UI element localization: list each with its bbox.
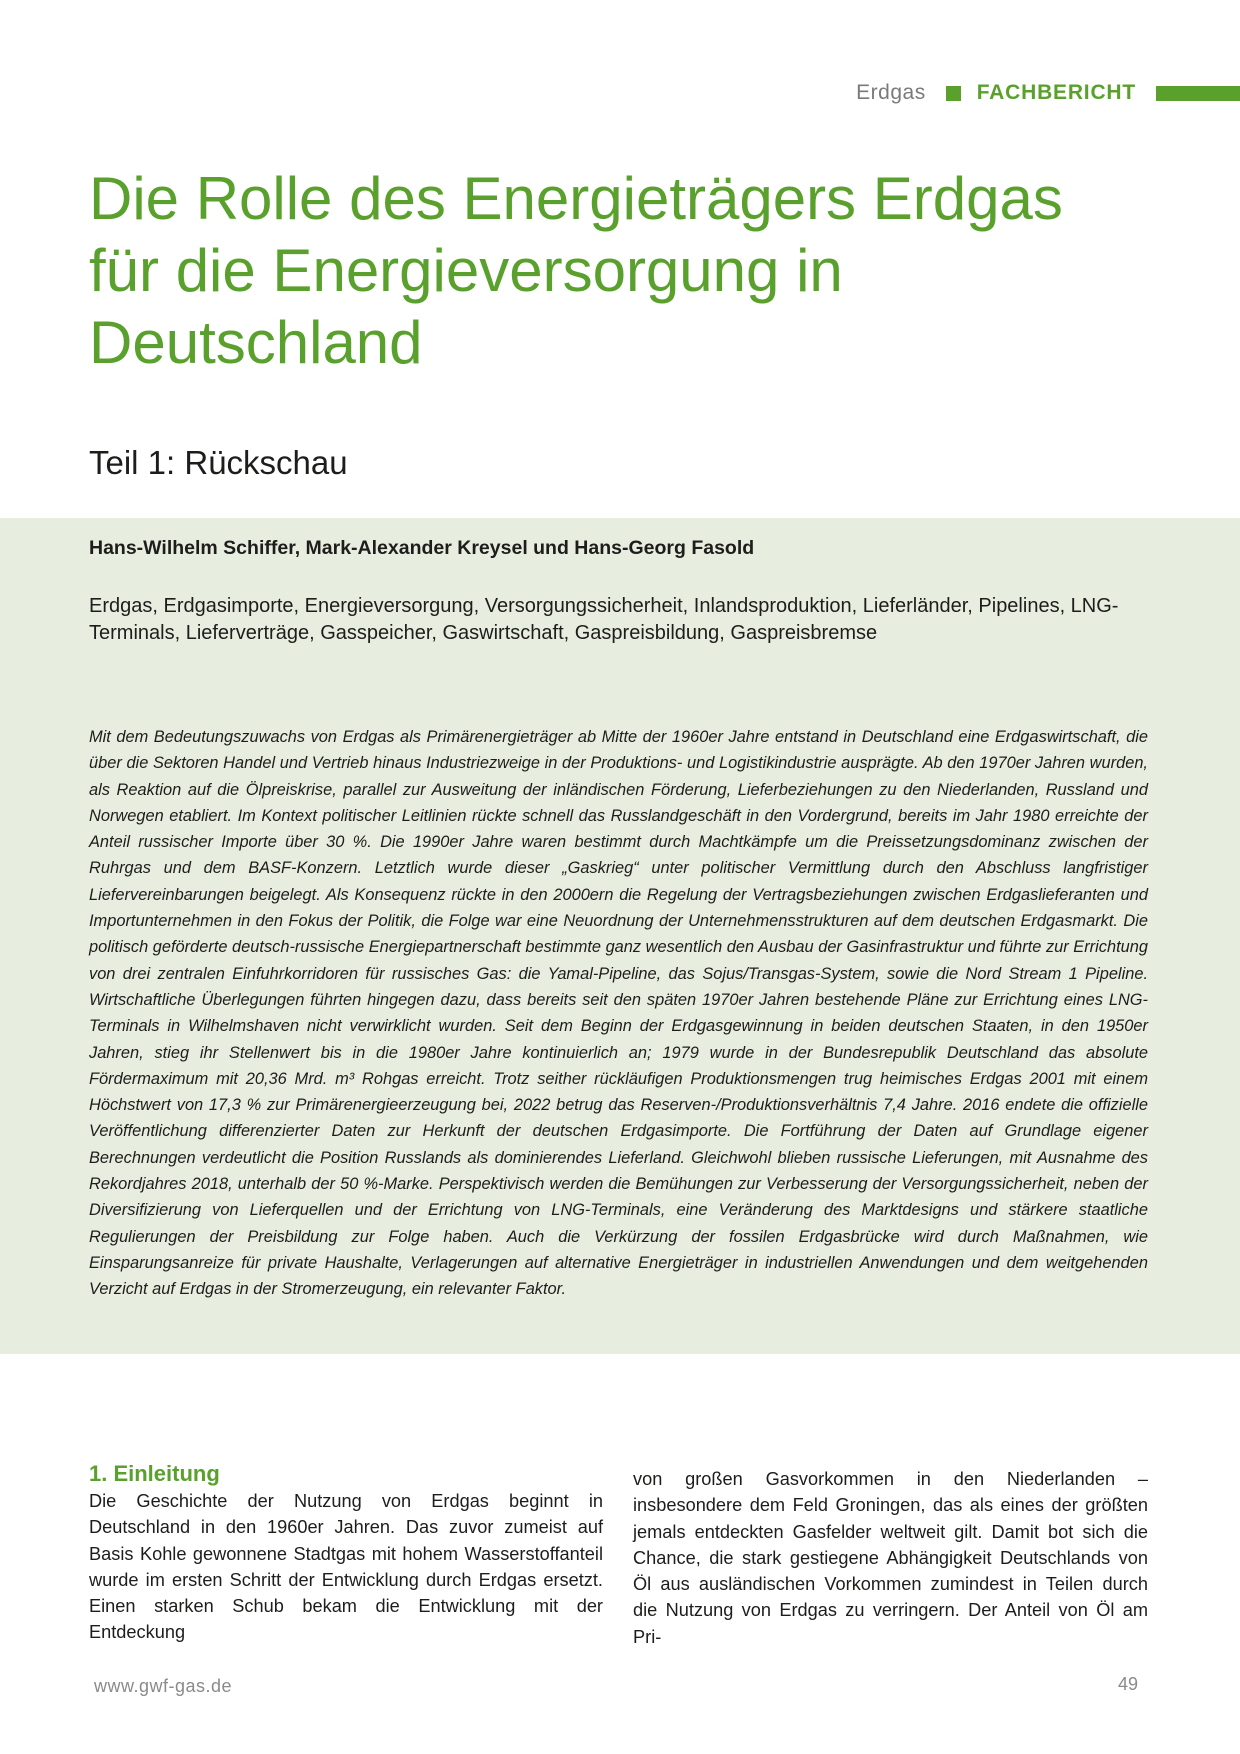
body-column-right: [633, 1466, 1148, 1650]
section-label: Erdgas: [856, 81, 926, 104]
page-number: 49: [1118, 1674, 1139, 1694]
footer-website-url: www.gwf-gas.de: [94, 1676, 233, 1696]
header-accent-bar: [1156, 86, 1240, 101]
abstract-text: Mit dem Bedeutungszuwachs von Erdgas als Primärenergieträger ab Mitte der 1960er Jahre entstand in Deutschland eine Erdgaswirtschaft, die über die Sektoren Handel und Vertrieb hinaus Industriezweige in der Produktions- und Logistikindustrie ausprägte. Ab den 1970er Jahren wurden, als Reaktion auf die Ölpreiskrise, parallel zur Ausweitung der inländischen Förderung, Lieferbeziehungen zu den Niederlanden, Russland und Norwegen etabliert. Im Kontext politischer Leitlinien rückte schnell das Russlandgeschäft in den Vordergrund, bereits im Jahr 1980 erreichte der Anteil russischer Importe über 30 %. Die 1990er Jahre waren bestimmt durch Machtkämpfe um die Preissetzungsdominanz zwischen der Ruhrgas und dem BASF-Konzern. Letztlich wurde dieser „Gaskrieg“ unter politischer Vermittlung durch den Abschluss langfristiger Liefervereinbarungen beigelegt. Als Konsequenz rückte in den 2000ern die Regelung der Vertragsbeziehungen zwischen Erdgaslieferanten und Importunternehmen in den Fokus der Politik, die Folge war eine Neuordnung der Unternehmensstrukturen auf dem deutschen Erdgasmarkt. Die politisch geförderte deutsch-russische Energiepartnerschaft bestimmte ganz wesentlich den Ausbau der Gasinfrastruktur und führte zur Errichtung von drei zentralen Einfuhrkorridoren für russisches Gas: die Yamal-Pipeline, das Sojus/Transgas-System, sowie die Nord Stream 1 Pipeline. Wirtschaftliche Überlegungen führten hingegen dazu, dass bereits seit den späten 1970er Jahren bestehende Pläne zur Errichtung eines LNG-Terminals in Wilhelmshaven nicht verwirklicht wurden. Seit dem Beginn der Erdgasgewinnung in beiden deutschen Staaten, in den 1950er Jahren, stieg ihr Stellenwert bis in die 1980er Jahre kontinuierlich an; 1979 wurde in der Bundesrepublik Deutschland das absolute Fördermaximum mit 20,36 Mrd. m³ Rohgas erreicht. Trotz seither rückläufigen Produktionsmengen trug heimisches Erdgas 2001 mit einem Höchstwert von 17,3 % zur Primärenergieerzeugung bei, 2022 betrug das Reserven-/Produktionsverhältnis 7,4 Jahre. 2016 endete die offizielle Veröffentlichung differenzierter Daten zur Herkunft der deutschen Erdgasimporte. Die Fortführung der Daten auf Grundlage eigener Berechnungen verdeutlicht die Position Russlands als dominierendes Lieferland. Gleichwohl blieben russische Lieferungen, mit Ausnahme des Rekordjahres 2018, unterhalb der 50 %-Marke. Perspektivisch werden die Bemühungen zur Verbesserung der Versorgungssicherheit, neben der Diversifizierung von Lieferquellen und der Errichtung von LNG-Terminals, eine Veränderung des Marktdesigns und stärkere staatliche Regulierungen der Preisbildung zur Folge haben. Auch die Verkürzung der fossilen Erdgasbrücke wird durch Maßnahmen, wie Einsparungsanreize für private Haushalte, Verlagerungen auf alternative Energieträger in industriellen Anwendungen und dem weitgehenden Verzicht auf Erdgas in der Stromerzeugung, ein relevanter Faktor.: [89, 728, 1148, 1299]
section-heading: 1. Einleitung: [89, 1461, 220, 1486]
body-paragraph-left: Die Geschichte der Nutzung von Erdgas beginnt in Deutschland in den 1960er Jahren. Das zuvor zumeist auf Basis Kohle gewonnene Stadtgas mit hohem Wasserstoffanteil wurde im ersten Schritt der Entwicklung durch Erdgas ersetzt. Einen starken Schub bekam die Entwicklung mit der Entdeckung: [89, 1491, 603, 1643]
running-header: [856, 78, 1240, 108]
body-column-left: [89, 1460, 603, 1646]
author-list: Hans-Wilhelm Schiffer, Mark-Alexander Kreysel und Hans-Georg Fasold: [89, 537, 755, 559]
article-title: Die Rolle des Energieträgers Erdgas für die Energieversorgung in Deutschland: [89, 165, 1063, 376]
header-square-marker: [946, 86, 961, 101]
body-paragraph-right: von großen Gasvorkommen in den Niederlanden – insbesondere dem Feld Groningen, das als eines der größten jemals entdeckten Gasfelder weltweit gilt. Damit bot sich die Chance, die stark gestiegene Abhängigkeit Deutschlands von Öl aus ausländischen Vorkommen zumindest in Teilen durch die Nutzung von Erdgas zu verringern. Der Anteil von Öl am Pri-: [633, 1469, 1148, 1647]
article-subtitle: Teil 1: Rückschau: [89, 444, 348, 481]
category-label: FACHBERICHT: [976, 81, 1136, 104]
keyword-list: Erdgas, Erdgasimporte, Energieversorgung, Versorgungssicherheit, Inlandsproduktion, Lieferländer, Pipelines, LNG-Terminals, Lieferverträge, Gasspeicher, Gaswirtschaft, Gaspreisbildung, Gaspreisbremse: [89, 595, 1119, 644]
